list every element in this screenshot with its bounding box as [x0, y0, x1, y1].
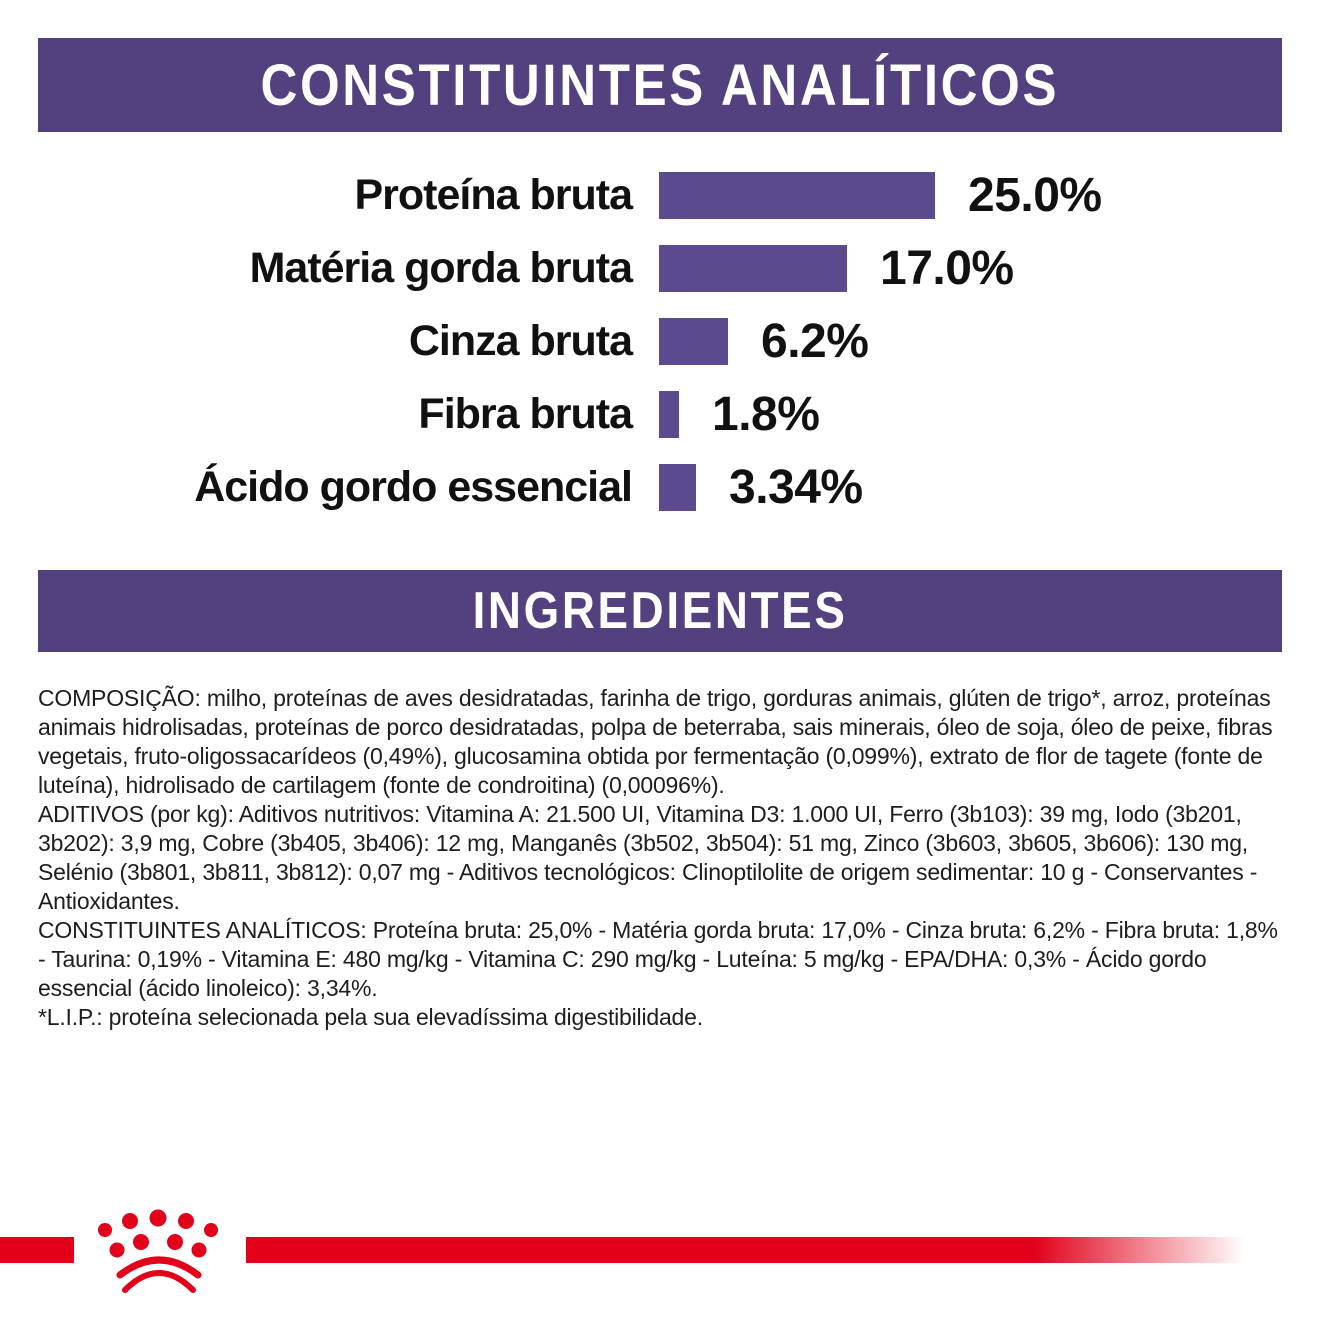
- chart-category-label: Ácido gordo essencial: [194, 463, 632, 511]
- ingredients-banner: [38, 570, 1282, 652]
- chart-value-label: 17.0%: [880, 242, 1014, 295]
- analytical-constituents-paragraph: CONSTITUINTES ANALÍTICOS: Proteína bruta: 25,0% - Matéria gorda bruta: 17,0% - Cinza bruta: 6,2% - Fibra bruta: 1,8% - Taurina: 0,19% - Vitamina E: 480 mg/kg - Vitamina C: 290 mg/kg - Luteína: 5 mg/kg - EPA/DHA: 0,3% - Ácido gordo essencial (ácido linoleico): 3,34%.: [38, 917, 1278, 1001]
- chart-row: [38, 388, 1282, 441]
- chart-value-label: 6.2%: [761, 315, 869, 368]
- chart-row: [38, 315, 1282, 368]
- analytical-constituents-banner: [38, 38, 1282, 132]
- chart-category-label: Proteína bruta: [354, 171, 632, 219]
- chart-bar: [659, 391, 679, 438]
- chart-row: [38, 169, 1282, 222]
- chart-row: [38, 461, 1282, 514]
- composition-paragraph: COMPOSIÇÃO: milho, proteínas de aves desidratadas, farinha de trigo, gorduras animais, glúten de trigo*, arroz, proteínas animais hidrolisadas, proteínas de porco desidratadas, polpa de beterraba, sais minerais, óleo de soja, óleo de peixe, fibras vegetais, fruto-oligossacarídeos (0,49%), glucosamina obtida por fermentação (0,099%), extrato de flor de tagete (fonte de luteína), hidrolisado de cartilagem (fonte de condroitina) (0,00096%).: [38, 685, 1273, 798]
- chart-category-label: Matéria gorda bruta: [249, 244, 632, 292]
- chart-bar: [659, 318, 728, 365]
- chart-bar: [659, 245, 847, 292]
- chart-bar: [659, 464, 696, 511]
- chart-value-label: 1.8%: [712, 388, 820, 441]
- ingredients-title: INGREDIENTES: [472, 582, 848, 640]
- chart-value-label: 25.0%: [968, 169, 1102, 222]
- chart-category-label: Fibra bruta: [418, 390, 632, 438]
- chart-value-label: 3.34%: [729, 461, 863, 514]
- analytical-constituents-title: CONSTITUINTES ANALÍTICOS: [260, 52, 1060, 118]
- ingredients-text-block: [38, 684, 1282, 1032]
- lip-note-paragraph: *L.I.P.: proteína selecionada pela sua elevadíssima digestibilidade.: [38, 1004, 703, 1030]
- chart-row: [38, 242, 1282, 295]
- chart-category-label: Cinza bruta: [408, 317, 632, 365]
- additives-paragraph: ADITIVOS (por kg): Aditivos nutritivos: Vitamina A: 21.500 UI, Vitamina D3: 1.000 UI, Ferro (3b103): 39 mg, Iodo (3b201, 3b202): 3,9 mg, Cobre (3b405, 3b406): 12 mg, Manganês (3b502, 3b504): 51 mg, Zinco (3b603, 3b605, 3b606): 130 mg, Selénio (3b801, 3b811, 3b812): 0,07 mg - Aditivos tecnológicos: Clinoptilolite de origem sedimentar: 10 g - Conservantes - Antioxidantes.: [38, 801, 1258, 914]
- chart-bar: [659, 172, 935, 219]
- analytical-constituents-chart: [38, 169, 1282, 514]
- royal-canin-crown-paw-icon: [96, 1208, 224, 1298]
